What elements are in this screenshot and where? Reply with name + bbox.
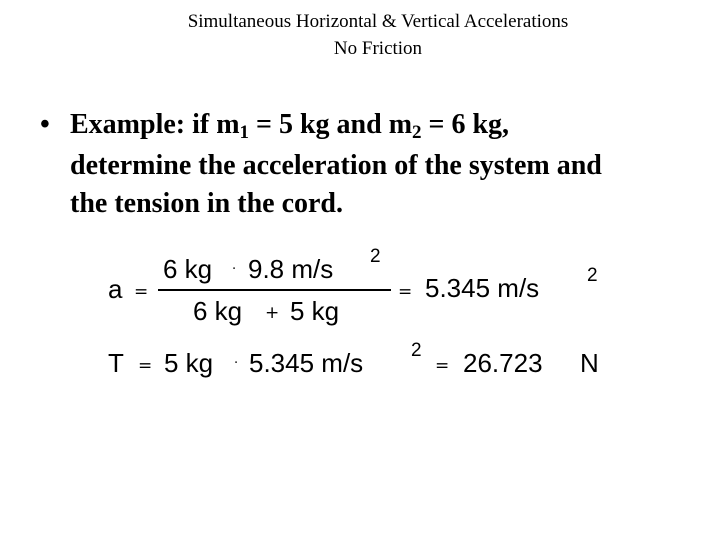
numerator-gravity: 9.8 m/s: [248, 254, 334, 284]
example-prefix: Example: if m: [70, 109, 240, 140]
tension-mass: 5 kg: [164, 348, 214, 378]
denominator-mass-2: 5 kg: [290, 296, 340, 326]
example-mid-2: = 6 kg,: [421, 109, 510, 140]
result-exponent: 2: [587, 265, 598, 286]
title-line-2: No Friction: [333, 38, 423, 59]
acceleration-result: 5.345 m/s: [425, 273, 540, 303]
tension-multiply-dot: ·: [234, 356, 239, 371]
m1-subscript: 1: [239, 122, 250, 143]
numerator-exponent: 2: [370, 246, 381, 267]
tension-acceleration: 5.345 m/s: [249, 348, 364, 378]
example-text: [70, 106, 700, 223]
tension-unit: N: [580, 348, 599, 378]
tension-result: 26.723: [463, 348, 543, 378]
bullet-dot: •: [40, 109, 50, 140]
example-line-3: the tension in the cord.: [70, 188, 343, 219]
title-line-1: Simultaneous Horizontal & Vertical Accelerations: [187, 11, 569, 32]
fraction-bar: [158, 289, 391, 291]
numerator-mass: 6 kg: [163, 254, 213, 284]
example-mid: = 5 kg and m: [249, 109, 413, 140]
accel-symbol: a: [108, 274, 123, 304]
multiply-dot: ·: [232, 262, 237, 277]
example-line-1: [70, 106, 700, 147]
m2-subscript: 2: [412, 122, 422, 143]
tension-exponent: 2: [411, 340, 422, 361]
tension-equals-1: =: [138, 356, 153, 376]
tension-equals-2: =: [435, 356, 450, 376]
equals-sign-2: =: [398, 282, 413, 302]
equals-sign-1: =: [134, 282, 149, 302]
denominator-mass-1: 6 kg: [193, 296, 243, 326]
plus-sign: +: [265, 303, 280, 323]
tension-symbol: T: [108, 348, 124, 378]
example-line-2: determine the acceleration of the system and: [70, 150, 602, 181]
slide-title: [0, 8, 720, 62]
